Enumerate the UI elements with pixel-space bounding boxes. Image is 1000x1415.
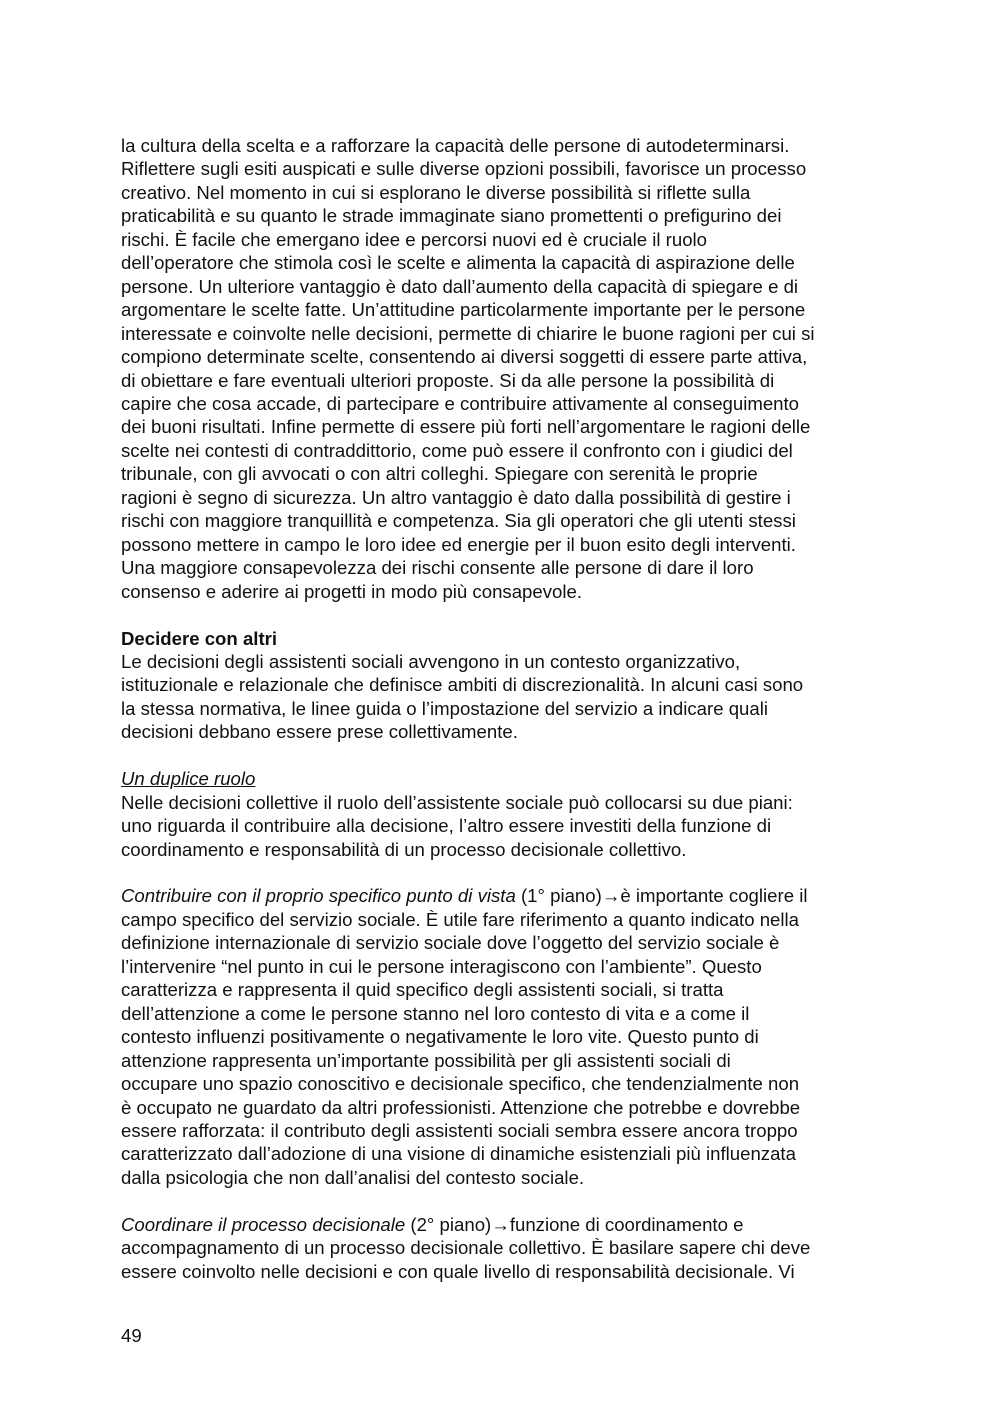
text-line: essere rafforzata: il contributo degli assistenti sociali sembra essere ancora troppo <box>121 1119 798 1141</box>
text-line: compiono determinate scelte, consentendo ai diversi soggetti di essere parte attiva, <box>121 346 808 368</box>
text-line: interessate e coinvolte nelle decisioni, permette di chiarire le buone ragioni per cui si <box>121 322 815 344</box>
paragraph-gap <box>121 861 891 884</box>
text-line: caratterizza e rappresenta il quid specifico degli assistenti sociali, si tratta <box>121 979 724 1001</box>
page-number: 49 <box>121 1325 142 1346</box>
text-line: contesto influenzi positivamente o negativamente le loro vite. Questo punto di <box>121 1026 759 1048</box>
text-line: ragioni è segno di sicurezza. Un altro vantaggio è dato dalla possibilità di gestire i <box>121 486 791 508</box>
text-line: dell’operatore che stimola così le scelte e alimenta la capacità di aspirazione delle <box>121 252 795 274</box>
text-line: Riflettere sugli esiti auspicati e sulle diverse opzioni possibili, favorisce un processo <box>121 158 807 180</box>
lead-line <box>121 1213 891 1236</box>
text-line: essere coinvolto nelle decisioni e con quale livello di responsabilità decisionale. Vi <box>121 1260 795 1282</box>
text-line: dell’attenzione a come le persone stanno nel loro contesto di vita e a come il <box>121 1002 750 1024</box>
text-line: occupare uno spazio conoscitivo e decisionale specifico, che tendenzialmente non <box>121 1073 800 1095</box>
text-line: argomentare le scelte fatte. Un’attitudine particolarmente importante per le persone <box>121 299 806 321</box>
text-line: rischi con maggiore tranquillità e competenza. Sia gli operatori che gli utenti stessi <box>121 510 796 532</box>
text-line: decisioni debbano essere prese collettivamente. <box>121 721 518 743</box>
text-line: la cultura della scelta e a rafforzare la capacità delle persone di autodeterminarsi. <box>121 135 790 156</box>
text-line: caratterizzato dall’adozione di una visione di dinamiche esistenziali più influenzata <box>121 1143 796 1165</box>
text-line: persone. Un ulteriore vantaggio è dato dall’aumento della capacità di spiegare e di <box>121 275 799 297</box>
paragraph-gap <box>121 1189 891 1212</box>
text-line: Una maggiore consapevolezza dei rischi consente alle persone di dare il loro <box>121 557 754 579</box>
text-line: praticabilità e su quanto le strade immaginate siano promettenti o prefigurino dei <box>121 205 782 227</box>
text-line: scelte nei contesti di contraddittorio, come può essere il confronto con i giudici del <box>121 439 793 461</box>
page-body <box>121 134 891 1283</box>
text-line: dalla psicologia che non dall’analisi del contesto sociale. <box>121 1166 585 1188</box>
section-duplice-ruolo <box>121 767 891 861</box>
text-line: attenzione rappresenta un’importante possibilità per gli assistenti sociali di <box>121 1049 731 1071</box>
lead-italic: Contribuire con il proprio specifico punto di vista <box>121 885 516 907</box>
lead-italic: Coordinare il processo decisionale <box>121 1213 406 1235</box>
text-line: possono mettere in campo le loro idee ed energie per il buon esito degli interventi. <box>121 533 796 555</box>
section-subheading: Un duplice ruolo <box>121 768 256 790</box>
text-line: definizione internazionale di servizio sociale dove l’oggetto del servizio sociale è <box>121 932 780 954</box>
lead-line <box>121 884 891 907</box>
text-line: campo specifico del servizio sociale. È utile fare riferimento a quanto indicato nella <box>121 908 799 930</box>
text-line: capire che cosa accade, di partecipare e contribuire attivamente al conseguimento <box>121 392 800 414</box>
paragraph-gap <box>121 744 891 767</box>
lead-rest: (2° piano)→funzione di coordinamento e <box>405 1213 744 1235</box>
lead-rest: (1° piano)→è importante cogliere il <box>515 885 808 907</box>
text-line: tribunale, con gli avvocati o con altri colleghi. Spiegare con serenità le proprie <box>121 463 758 485</box>
text-line: Nelle decisioni collettive il ruolo dell’assistente sociale può collocarsi su due piani: <box>121 791 793 813</box>
text-line: Le decisioni degli assistenti sociali avvengono in un contesto organizzativo, <box>121 650 741 672</box>
text-line: uno riguarda il contribuire alla decisione, l’altro essere investiti della funzione di <box>121 815 772 837</box>
section-contribuire <box>121 884 891 1189</box>
paragraph-intro <box>121 134 891 603</box>
text-line: consenso e aderire ai progetti in modo più consapevole. <box>121 580 583 602</box>
section-heading: Decidere con altri <box>121 627 278 649</box>
text-line: istituzionale e relazionale che definisce ambiti di discrezionalità. In alcuni casi sono <box>121 674 804 696</box>
text-line: di obiettare e fare eventuali ulteriori proposte. Si da alle persone la possibilità di <box>121 369 775 391</box>
text-line: creativo. Nel momento in cui si esplorano le diverse possibilità si riflette sulla <box>121 181 751 203</box>
text-line: dei buoni risultati. Infine permette di essere più forti nell’argomentare le ragioni delle <box>121 416 811 438</box>
paragraph-gap <box>121 603 891 626</box>
text-line: coordinamento e responsabilità di un processo decisionale collettivo. <box>121 838 687 860</box>
section-coordinare <box>121 1213 891 1283</box>
text-line: l’intervenire “nel punto in cui le persone interagiscono con l’ambiente”. Questo <box>121 955 762 977</box>
section-decidere-con-altri <box>121 627 891 744</box>
text-line: è occupato ne guardato da altri professionisti. Attenzione che potrebbe e dovrebbe <box>121 1096 801 1118</box>
text-line: la stessa normativa, le linee guida o l’impostazione del servizio a indicare quali <box>121 697 768 719</box>
text-line: accompagnamento di un processo decisionale collettivo. È basilare sapere chi deve <box>121 1237 811 1259</box>
text-line: rischi. È facile che emergano idee e percorsi nuovi ed è cruciale il ruolo <box>121 228 708 250</box>
